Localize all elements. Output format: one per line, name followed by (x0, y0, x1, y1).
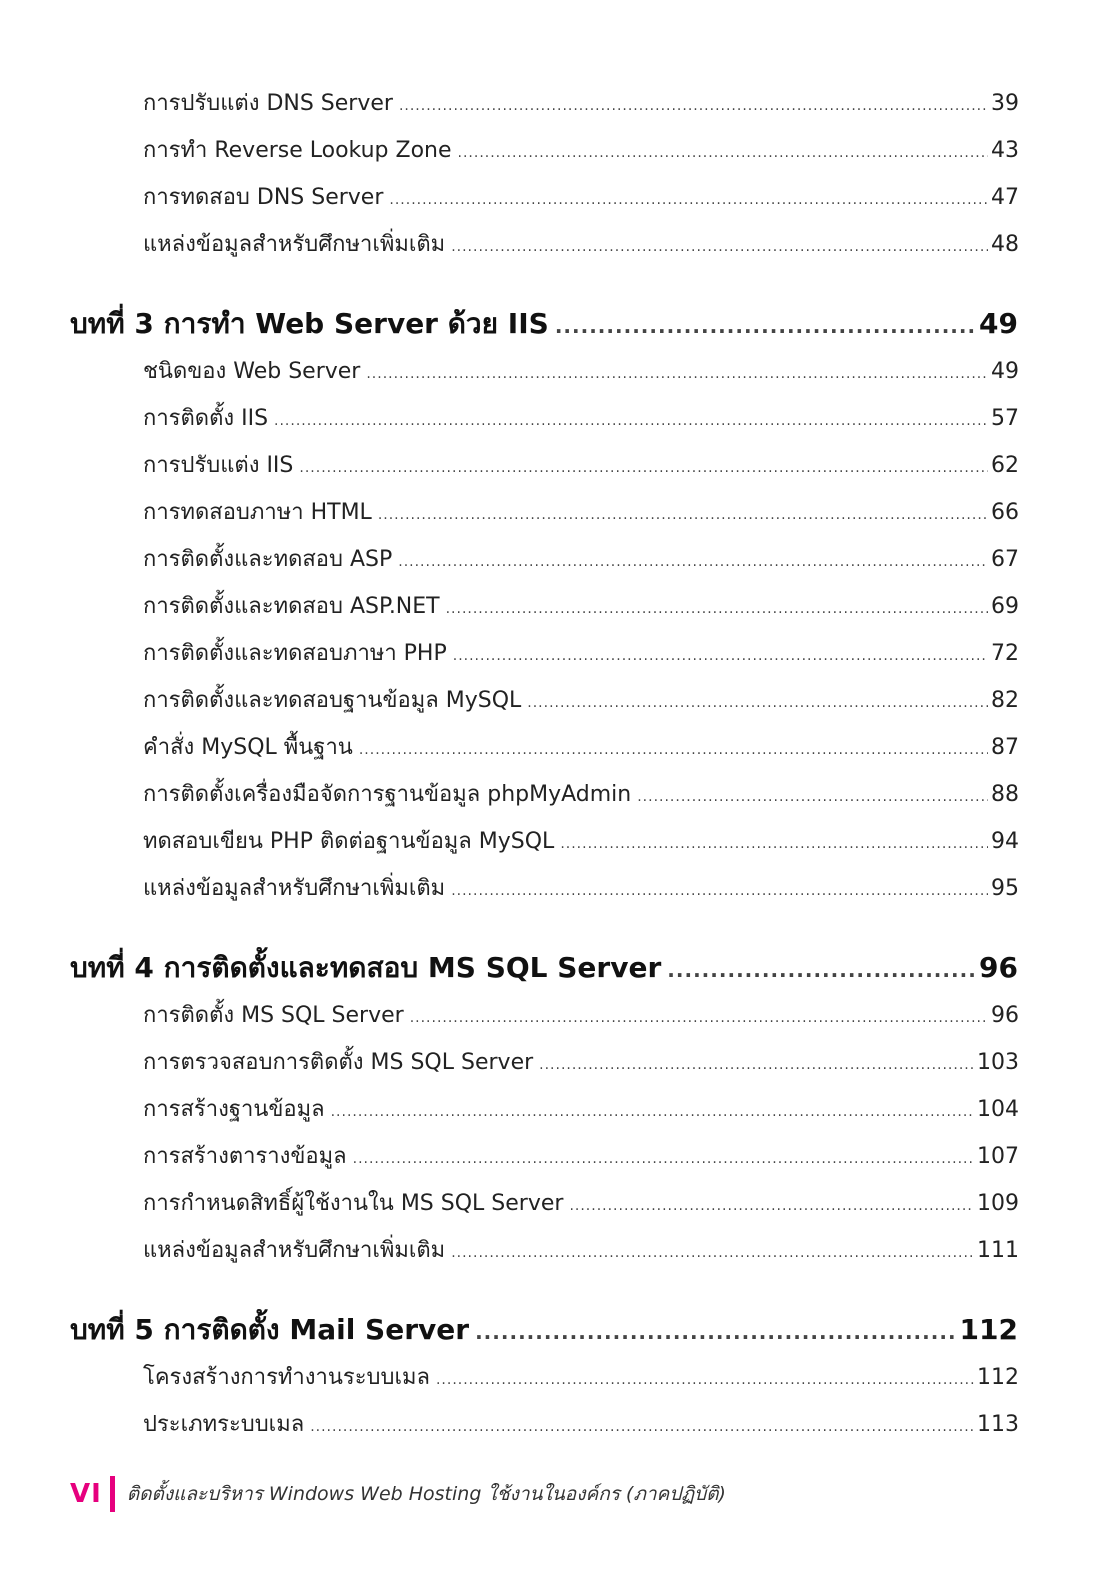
toc-entry-page: 43 (991, 138, 1019, 163)
dot-leader (667, 949, 976, 991)
dot-leader (399, 90, 988, 122)
dot-leader (637, 781, 988, 813)
toc-entry (143, 591, 1019, 623)
toc-entry-title: การติดตั้ง IIS (143, 406, 269, 431)
toc-entry (143, 88, 1019, 120)
toc-entry-title: ชนิดของ Web Server (143, 359, 361, 384)
toc-entry-title: การติดตั้งและทดสอบ ASP.NET (143, 594, 440, 619)
toc-entry-title: การสร้างตารางข้อมูล (143, 1144, 347, 1169)
dot-leader (366, 358, 988, 390)
toc-entry (143, 1000, 1019, 1032)
toc-entry-title: บทที่ 3 การทำ Web Server ด้วย IIS (70, 307, 549, 340)
toc-entry (143, 403, 1019, 435)
dot-leader (475, 1311, 956, 1353)
toc-entry-title: บทที่ 5 การติดตั้ง Mail Server (70, 1313, 470, 1346)
toc-chapter-entry (70, 303, 1018, 345)
toc-entry (143, 544, 1019, 576)
dot-leader (410, 1002, 988, 1034)
toc-entry-page: 49 (991, 359, 1019, 384)
dot-leader (446, 593, 988, 625)
toc-entry-page: 112 (977, 1365, 1019, 1390)
toc-entry-page: 94 (991, 829, 1019, 854)
toc-entry (143, 732, 1019, 764)
toc-entry-title: การติดตั้ง MS SQL Server (143, 1003, 404, 1028)
dot-leader (436, 1364, 974, 1396)
dot-leader (539, 1049, 974, 1081)
toc-entry (143, 1235, 1019, 1267)
dot-leader (555, 305, 976, 347)
page-number-roman: VI (70, 1479, 102, 1509)
toc-entry-title: การติดตั้งเครื่องมือจัดการฐานข้อมูล phpMyAdmin (143, 782, 632, 807)
toc-entry (143, 826, 1019, 858)
dot-leader (310, 1411, 974, 1443)
dot-leader (453, 640, 988, 672)
toc-entry (143, 497, 1019, 529)
toc-entry-title: การกำหนดสิทธิ์ผู้ใช้งานใน MS SQL Server (143, 1191, 564, 1216)
dot-leader (378, 499, 988, 531)
toc-entry-title: แหล่งข้อมูลสำหรับศึกษาเพิ่มเติม (143, 1238, 446, 1263)
toc-entry-page: 87 (991, 735, 1019, 760)
toc-entry-page: 103 (977, 1050, 1019, 1075)
page-footer (70, 1474, 726, 1514)
book-title: ติดตั้งและบริหาร Windows Web Hosting ใช้งานในองค์กร (ภาคปฏิบัติ) (126, 1483, 726, 1505)
toc-entry (143, 1362, 1019, 1394)
toc-entry-page: 107 (977, 1144, 1019, 1169)
toc-entry-page: 96 (979, 951, 1018, 984)
toc-entry-title: การปรับแต่ง IIS (143, 453, 294, 478)
toc-entry (143, 1141, 1019, 1173)
dot-leader (353, 1143, 974, 1175)
toc-entry-title: คำสั่ง MySQL พื้นฐาน (143, 735, 353, 760)
toc-entry (143, 1094, 1019, 1126)
toc-entry-page: 48 (991, 232, 1019, 257)
toc-entry-title: โครงสร้างการทำงานระบบเมล (143, 1365, 430, 1390)
dot-leader (458, 137, 988, 169)
toc-entry-page: 62 (991, 453, 1019, 478)
toc-entry-page: 88 (991, 782, 1019, 807)
toc-entry (143, 182, 1019, 214)
toc-entry-title: การทดสอบภาษา HTML (143, 500, 372, 525)
toc-entry-page: 67 (991, 547, 1019, 572)
toc-chapter-entry (70, 1309, 1018, 1351)
toc-entry-title: การทำ Reverse Lookup Zone (143, 138, 452, 163)
toc-entry (143, 685, 1019, 717)
toc-entry (143, 779, 1019, 811)
toc-entry-title: บทที่ 4 การติดตั้งและทดสอบ MS SQL Server (70, 951, 662, 984)
toc-entry-title: ประเภทระบบเมล (143, 1412, 305, 1437)
dot-leader (451, 875, 988, 907)
toc-entry-title: การสร้างฐานข้อมูล (143, 1097, 325, 1122)
toc-entry-title: การปรับแต่ง DNS Server (143, 91, 393, 116)
dot-leader (389, 184, 988, 216)
dot-leader (274, 405, 988, 437)
toc-entry (143, 356, 1019, 388)
toc-entry (143, 1188, 1019, 1220)
dot-leader (527, 687, 988, 719)
toc-entry-page: 109 (977, 1191, 1019, 1216)
toc-entry (143, 873, 1019, 905)
toc-entry-title: การติดตั้งและทดสอบภาษา PHP (143, 641, 447, 666)
toc-entry-title: ทดสอบเขียน PHP ติดต่อฐานข้อมูล MySQL (143, 829, 555, 854)
dot-leader (299, 452, 988, 484)
dot-leader (331, 1096, 974, 1128)
toc-entry-page: 49 (979, 307, 1018, 340)
toc-chapter-entry (70, 947, 1018, 989)
toc-entry-title: การตรวจสอบการติดตั้ง MS SQL Server (143, 1050, 534, 1075)
toc-entry (143, 638, 1019, 670)
toc-entry (143, 1047, 1019, 1079)
toc-entry-page: 113 (977, 1412, 1019, 1437)
toc-entry-page: 96 (991, 1003, 1019, 1028)
toc-entry-title: การติดตั้งและทดสอบ ASP (143, 547, 393, 572)
toc-entry (143, 229, 1019, 261)
dot-leader (569, 1190, 974, 1222)
toc-entry-page: 69 (991, 594, 1019, 619)
toc-entry-page: 72 (991, 641, 1019, 666)
toc-entry (143, 1409, 1019, 1441)
toc-entry-page: 82 (991, 688, 1019, 713)
toc-entry-page: 66 (991, 500, 1019, 525)
toc-entry-title: แหล่งข้อมูลสำหรับศึกษาเพิ่มเติม (143, 876, 446, 901)
toc-entry-title: แหล่งข้อมูลสำหรับศึกษาเพิ่มเติม (143, 232, 446, 257)
toc-entry-page: 104 (977, 1097, 1019, 1122)
toc-entry-page: 57 (991, 406, 1019, 431)
dot-leader (560, 828, 988, 860)
toc-entry (143, 135, 1019, 167)
toc-entry-title: การทดสอบ DNS Server (143, 185, 384, 210)
toc-entry-page: 95 (991, 876, 1019, 901)
toc-entry-page: 47 (991, 185, 1019, 210)
toc-entry-page: 39 (991, 91, 1019, 116)
dot-leader (451, 1237, 974, 1269)
toc-entry-title: การติดตั้งและทดสอบฐานข้อมูล MySQL (143, 688, 522, 713)
toc-entry-page: 111 (977, 1238, 1019, 1263)
dot-leader (398, 546, 988, 578)
dot-leader (359, 734, 988, 766)
dot-leader (451, 231, 988, 263)
footer-divider (110, 1476, 115, 1512)
toc-entry-page: 112 (959, 1313, 1018, 1346)
toc-entry (143, 450, 1019, 482)
